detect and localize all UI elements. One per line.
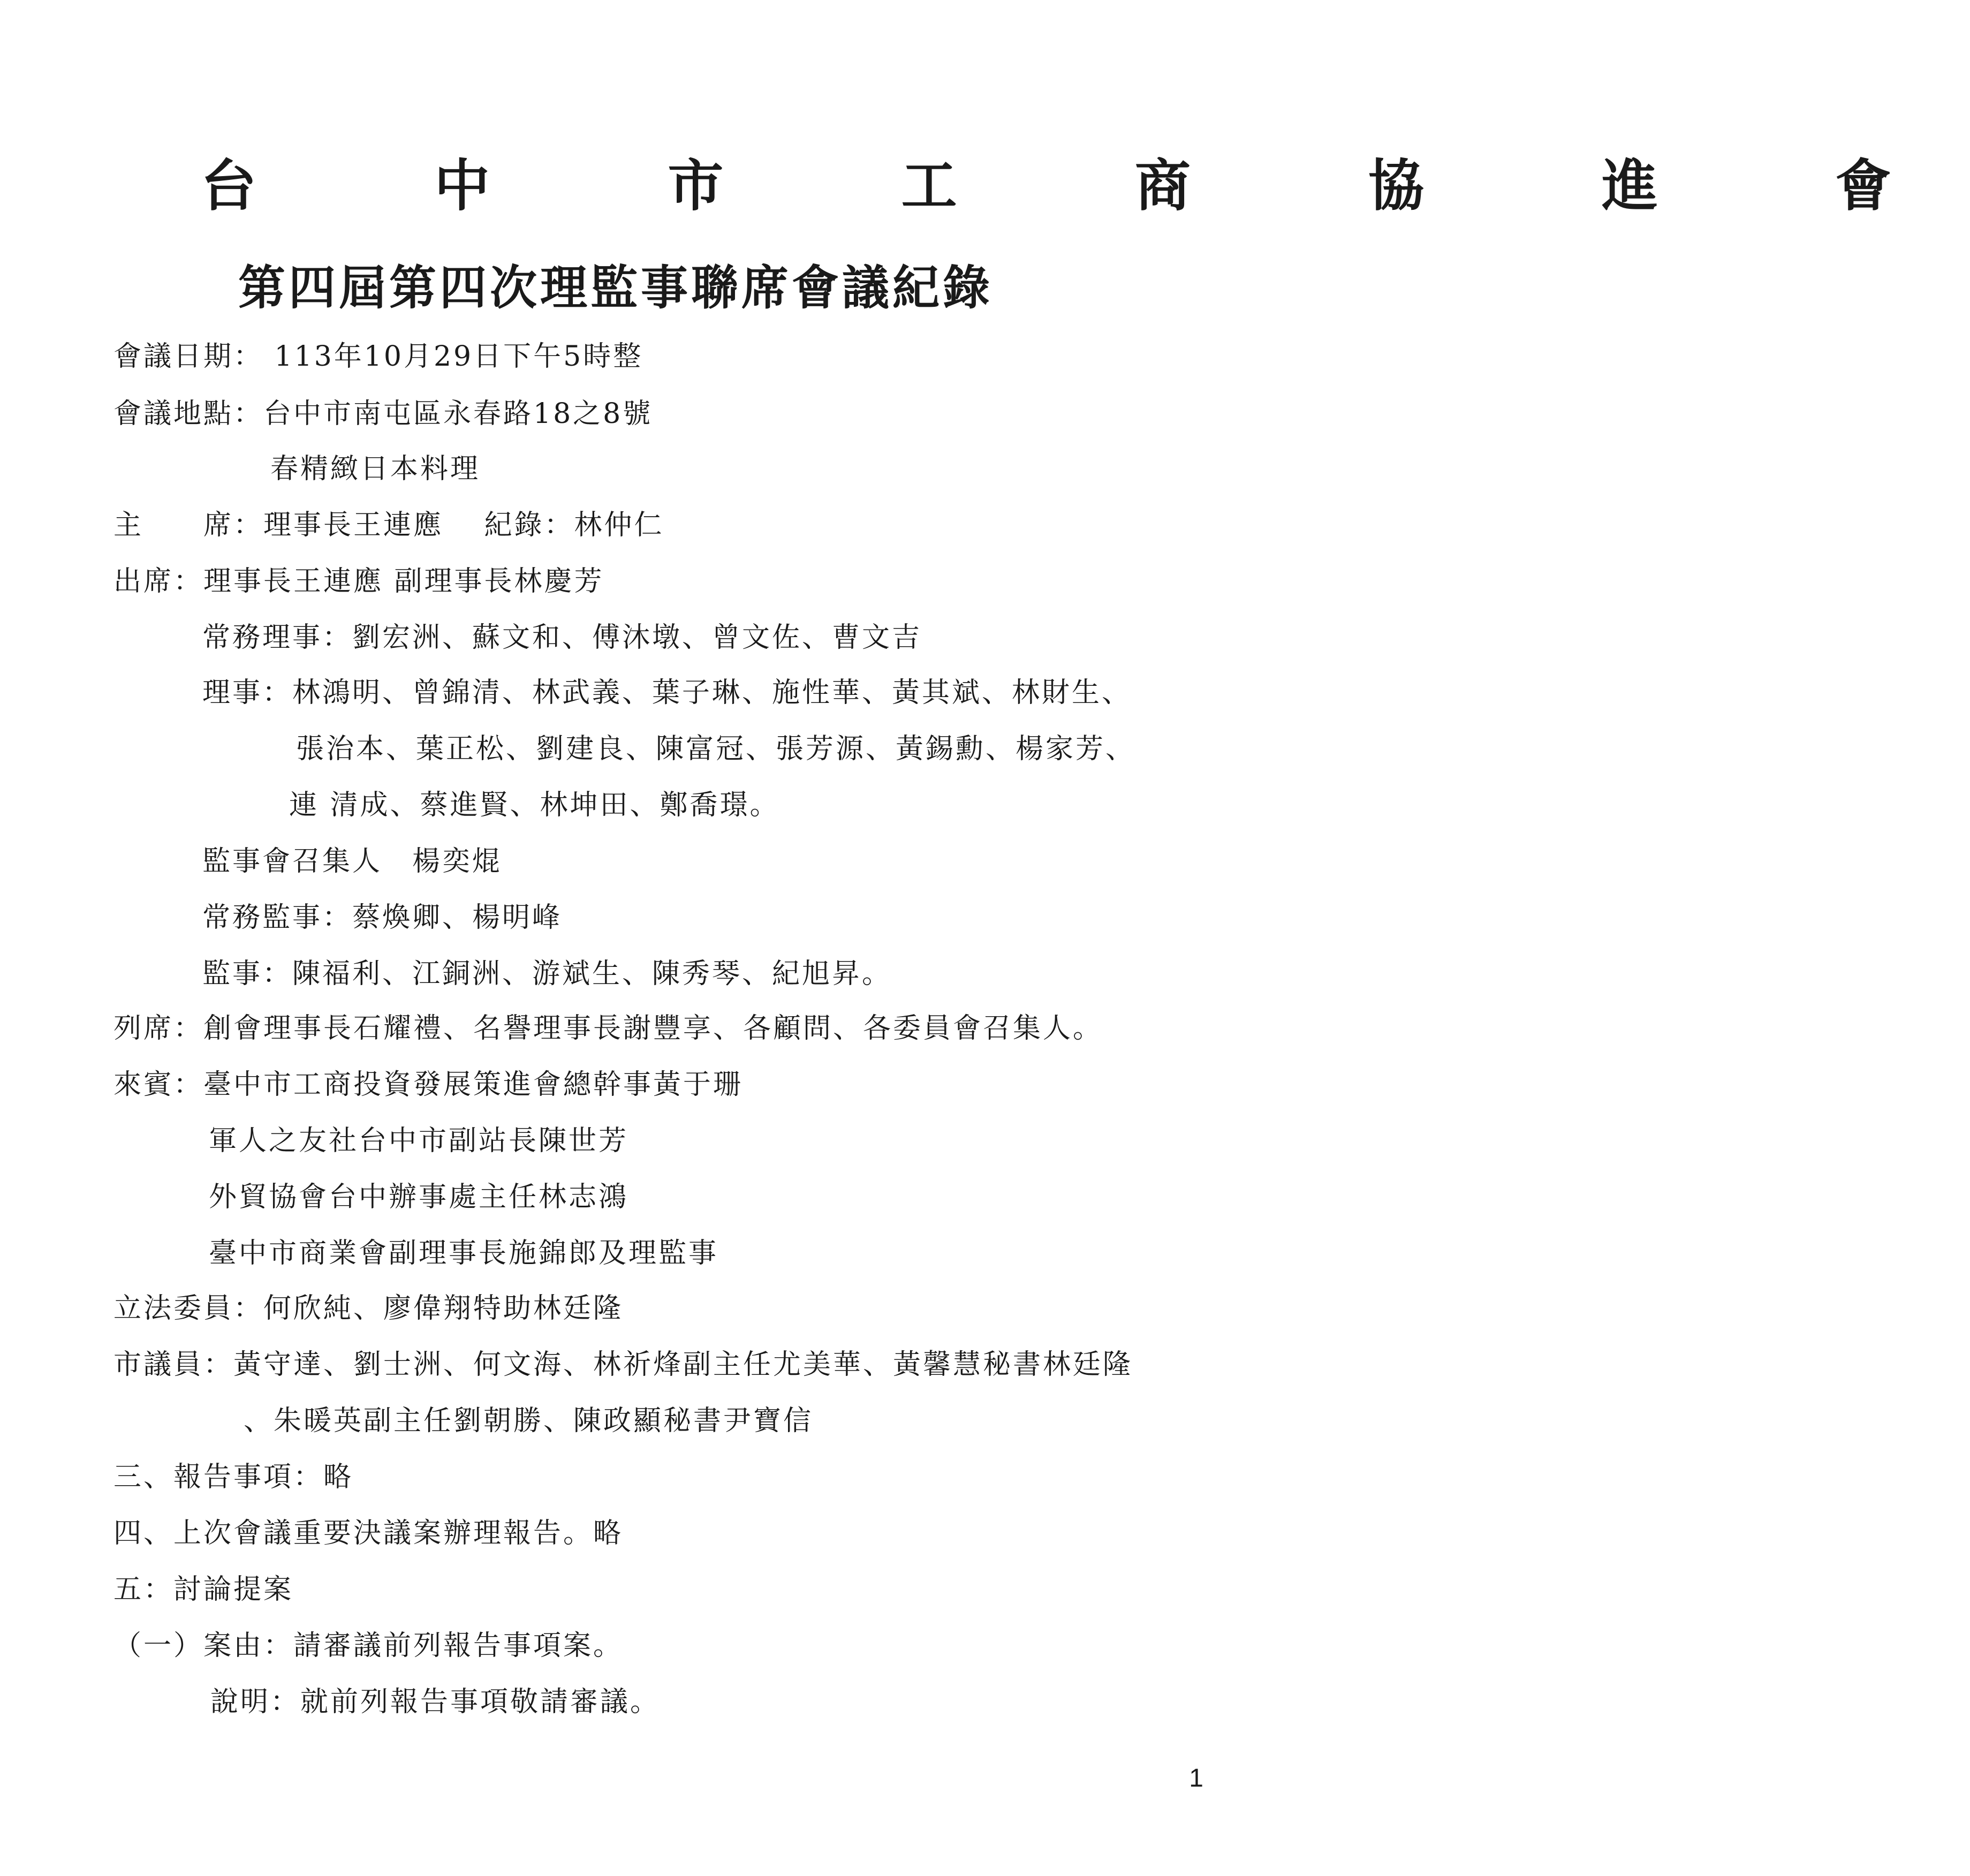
guests-line-1: 來賓：臺中市工商投資發展策進會總幹事黃于珊 xyxy=(113,1069,744,1101)
meeting-date: 會議日期： 113年10月29日下午5時整 xyxy=(113,341,643,373)
page-number: 1 xyxy=(1189,1764,1203,1792)
meeting-location: 會議地點：台中市南屯區永春路18之8號 xyxy=(113,398,653,430)
executive-directors: 常務理事：劉宏洲、蘇文和、傅沐墩、曾文佐、曹文吉 xyxy=(202,622,922,654)
attendance-heading: 出席：理事長王連應 副理事長林慶芳 xyxy=(113,565,604,597)
discussion-heading: 五：討論提案 xyxy=(113,1574,294,1606)
guests-line-4: 臺中市商業會副理事長施錦郎及理監事 xyxy=(209,1237,719,1269)
organization-title: 台 中 市 工 商 協 進 會 xyxy=(201,153,1970,218)
document-title: 第四屆第四次理監事聯席會議紀錄 xyxy=(238,260,994,315)
executive-supervisors: 常務監事：蔡煥卿、楊明峰 xyxy=(202,902,563,934)
supervisor-convener: 監事會召集人 楊奕焜 xyxy=(202,845,503,878)
councilors-line-2: 、朱暖英副主任劉朝勝、陳政顯秘書尹寶信 xyxy=(244,1405,814,1437)
motion-1-subject: （一）案由：請審議前列報告事項案。 xyxy=(113,1630,624,1662)
guests-line-2: 軍人之友社台中市副站長陳世芳 xyxy=(209,1125,629,1157)
observers: 列席：創會理事長石耀禮、名譽理事長謝豐享、各顧問、各委員會召集人。 xyxy=(113,1012,1103,1045)
guests-line-3: 外貿協會台中辦事處主任林志鴻 xyxy=(209,1181,629,1213)
chair-and-recorder: 主 席：理事長王連應 紀錄：林仲仁 xyxy=(113,509,664,541)
motion-1-explanation: 說明：就前列報告事項敬請審議。 xyxy=(210,1686,661,1718)
directors-line-3: 連 清成、蔡進賢、林坤田、鄭喬璟。 xyxy=(289,789,780,821)
meeting-venue: 春精緻日本料理 xyxy=(270,453,481,485)
report-items: 三、報告事項：略 xyxy=(113,1461,354,1493)
supervisors: 監事：陳福利、江銅洲、游斌生、陳秀琴、紀旭昇。 xyxy=(202,958,892,990)
previous-resolutions: 四、上次會議重要決議案辦理報告。略 xyxy=(113,1517,624,1549)
directors-line-2: 張治本、葉正松、劉建良、陳富冠、張芳源、黃錫勳、楊家芳、 xyxy=(296,733,1136,765)
directors-line-1: 理事：林鴻明、曾錦清、林武義、葉子琳、施性華、黃其斌、林財生、 xyxy=(202,677,1132,709)
legislators: 立法委員：何欣純、廖偉翔特助林廷隆 xyxy=(113,1292,624,1325)
councilors-line-1: 市議員：黃守達、劉士洲、何文海、林祈烽副主任尤美華、黃馨慧秘書林廷隆 xyxy=(113,1349,1133,1381)
